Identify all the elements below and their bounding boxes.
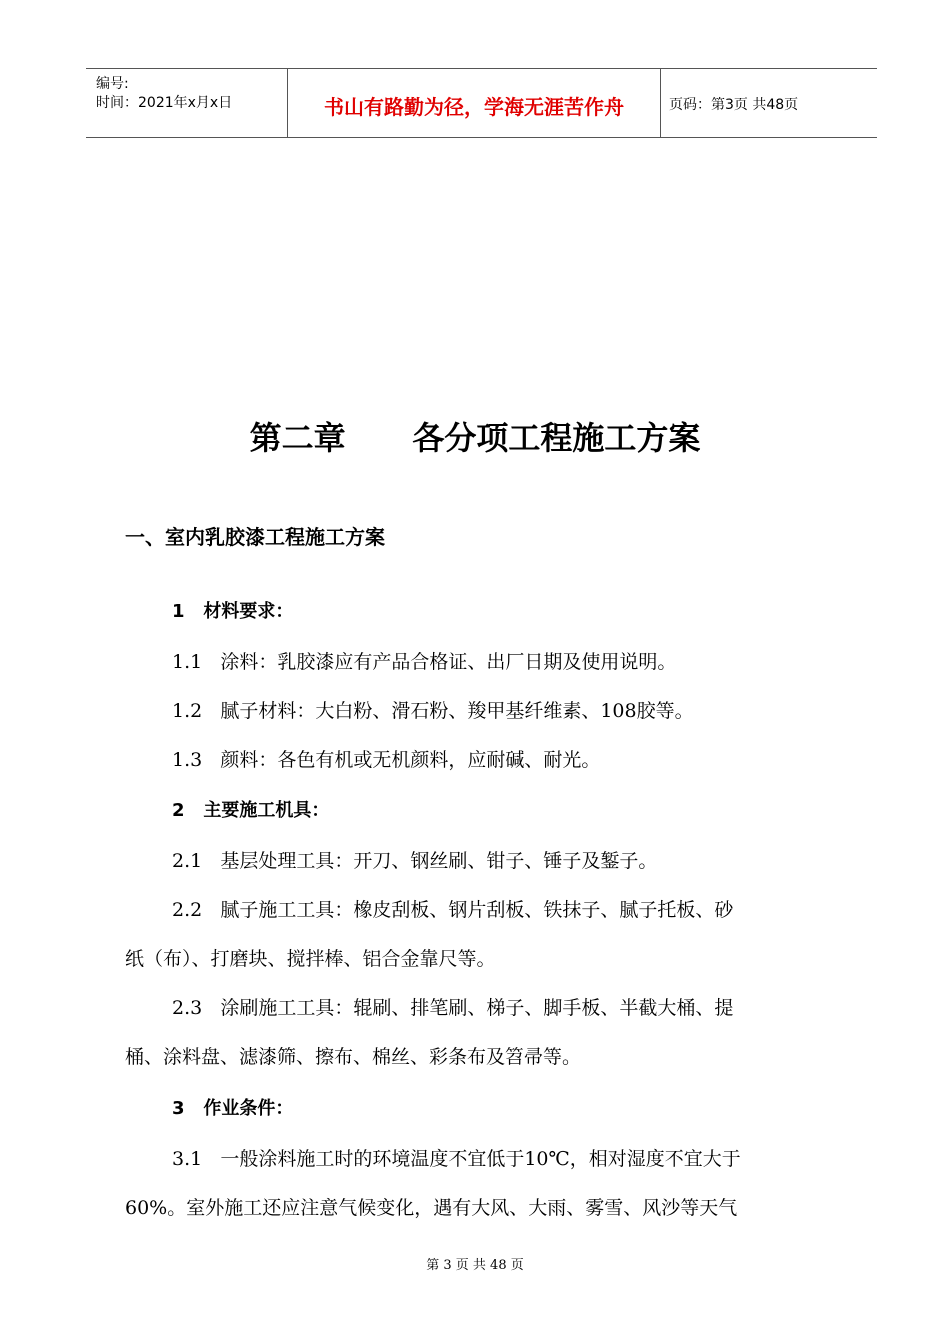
subheading-conditions: 3 作业条件：: [172, 1098, 294, 1119]
paragraph-3-1-line2: 60%。室外施工还应注意气候变化，遇有大风、大雨、雾雪、风沙等天气: [125, 1197, 738, 1219]
document-header: [86, 68, 877, 138]
paragraph-2-1: 2.1 基层处理工具：开刀、钢丝刷、钳子、锤子及錾子。: [172, 850, 658, 872]
header-info-cell: [86, 69, 288, 137]
header-page-cell: [661, 69, 877, 137]
header-motto-cell: [288, 69, 661, 137]
paragraph-1-2: 1.2 腻子材料：大白粉、滑石粉、羧甲基纤维素、108胶等。: [172, 700, 694, 722]
document-time-label: 时间：2021年x月x日: [96, 95, 233, 111]
header-page-number: 页码：第3页 共48页: [669, 97, 799, 113]
page-footer: 第 3 页 共 48 页: [426, 1258, 524, 1273]
subheading-tools: 2 主要施工机具：: [172, 800, 330, 821]
paragraph-1-3: 1.3 颜料：各色有机或无机颜料，应耐碱、耐光。: [172, 749, 601, 771]
header-motto: 书山有路勤为径，学海无涯苦作舟: [324, 95, 624, 119]
paragraph-2-2-line1: 2.2 腻子施工工具：橡皮刮板、钢片刮板、铁抹子、腻子托板、砂: [172, 899, 734, 921]
section-title: 一、室内乳胶漆工程施工方案: [125, 525, 385, 549]
paragraph-1-1: 1.1 涂料：乳胶漆应有产品合格证、出厂日期及使用说明。: [172, 651, 677, 673]
chapter-title: 第二章 各分项工程施工方案: [249, 419, 701, 457]
paragraph-3-1-line1: 3.1 一般涂料施工时的环境温度不宜低于10℃，相对湿度不宜大于: [172, 1148, 741, 1170]
paragraph-2-3-line1: 2.3 涂刷施工工具：辊刷、排笔刷、梯子、脚手板、半截大桶、提: [172, 997, 734, 1019]
paragraph-2-3-line2: 桶、涂料盘、滤漆筛、擦布、棉丝、彩条布及笤帚等。: [125, 1046, 582, 1068]
paragraph-2-2-line2: 纸（布）、打磨块、搅拌棒、铝合金靠尺等。: [125, 948, 496, 970]
subheading-materials: 1 材料要求：: [172, 601, 294, 622]
document-number-label: 编号:: [96, 76, 129, 92]
